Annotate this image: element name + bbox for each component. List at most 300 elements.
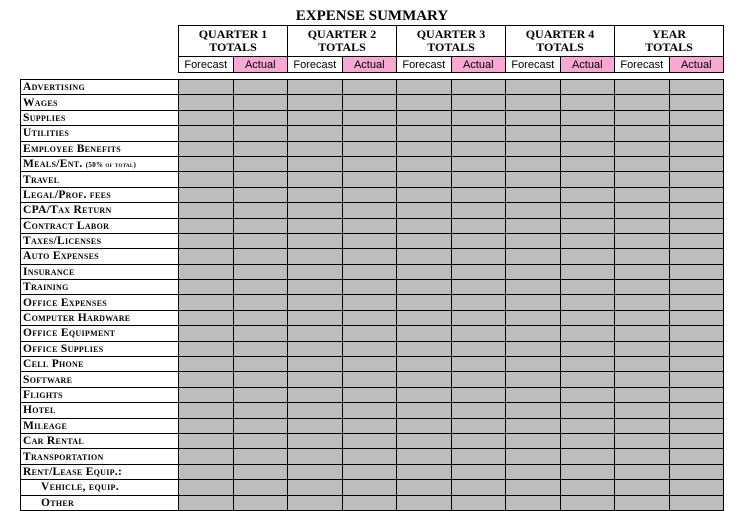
actual-cell[interactable] [451,418,506,433]
actual-cell[interactable] [669,433,724,448]
row-label [21,218,179,233]
forecast-cell[interactable] [288,341,343,356]
actual-cell[interactable] [560,141,615,156]
forecast-cell[interactable] [397,172,452,187]
col-header-line2: TOTALS [427,40,475,54]
actual-cell[interactable] [669,418,724,433]
actual-cell[interactable] [669,95,724,110]
actual-cell[interactable] [233,280,288,295]
forecast-cell[interactable] [179,80,234,95]
forecast-cell[interactable] [615,357,670,372]
actual-cell[interactable] [342,233,397,248]
forecast-cell[interactable] [179,387,234,402]
actual-cell[interactable] [342,387,397,402]
forecast-cell[interactable] [506,110,561,125]
actual-cell[interactable] [560,95,615,110]
actual-cell[interactable] [451,218,506,233]
actual-cell[interactable] [451,433,506,448]
forecast-cell[interactable] [179,264,234,279]
row-label-text: Office Equipment [23,327,116,340]
actual-cell[interactable] [451,341,506,356]
actual-cell[interactable] [669,341,724,356]
actual-cell[interactable] [451,203,506,218]
table-row [21,326,724,341]
actual-cell[interactable] [342,464,397,479]
actual-cell[interactable] [233,387,288,402]
forecast-cell[interactable] [179,357,234,372]
actual-cell[interactable] [560,480,615,495]
forecast-cell[interactable] [615,126,670,141]
forecast-cell[interactable] [288,326,343,341]
table-row [21,418,724,433]
actual-cell[interactable] [451,495,506,510]
actual-cell[interactable] [451,464,506,479]
actual-cell[interactable] [342,80,397,95]
forecast-cell[interactable] [506,233,561,248]
row-label [21,187,179,202]
forecast-cell[interactable] [615,218,670,233]
actual-cell[interactable] [451,387,506,402]
forecast-cell[interactable] [615,372,670,387]
forecast-cell[interactable] [179,280,234,295]
actual-cell[interactable] [560,156,615,171]
forecast-cell[interactable] [615,233,670,248]
forecast-cell[interactable] [179,449,234,464]
actual-cell[interactable] [451,187,506,202]
actual-cell[interactable] [560,172,615,187]
actual-cell[interactable] [342,141,397,156]
forecast-cell[interactable] [506,280,561,295]
forecast-cell[interactable] [397,326,452,341]
actual-cell[interactable] [669,264,724,279]
table-row [21,372,724,387]
forecast-cell[interactable] [288,233,343,248]
forecast-cell[interactable] [615,295,670,310]
actual-cell[interactable] [233,480,288,495]
actual-cell[interactable] [669,126,724,141]
actual-cell[interactable] [669,110,724,125]
actual-cell[interactable] [560,403,615,418]
actual-cell[interactable] [560,218,615,233]
forecast-cell[interactable] [506,495,561,510]
actual-cell[interactable] [342,449,397,464]
forecast-cell[interactable] [397,249,452,264]
forecast-cell[interactable] [179,326,234,341]
forecast-cell[interactable] [506,310,561,325]
actual-cell[interactable] [451,233,506,248]
forecast-cell[interactable] [397,233,452,248]
forecast-cell[interactable] [615,80,670,95]
table-row [21,449,724,464]
row-label [21,264,179,279]
forecast-cell[interactable] [179,218,234,233]
forecast-cell[interactable] [506,403,561,418]
forecast-cell[interactable] [397,403,452,418]
forecast-cell[interactable] [506,187,561,202]
actual-cell[interactable] [233,495,288,510]
actual-cell[interactable] [233,187,288,202]
actual-cell[interactable] [342,156,397,171]
forecast-cell[interactable] [615,480,670,495]
forecast-cell[interactable] [615,156,670,171]
actual-cell[interactable] [669,310,724,325]
actual-cell[interactable] [669,387,724,402]
actual-cell[interactable] [560,372,615,387]
forecast-cell[interactable] [615,203,670,218]
actual-cell[interactable] [233,326,288,341]
actual-cell[interactable] [451,80,506,95]
forecast-cell[interactable] [179,249,234,264]
actual-cell[interactable] [342,264,397,279]
actual-cell[interactable] [233,357,288,372]
forecast-cell[interactable] [397,264,452,279]
forecast-cell[interactable] [179,156,234,171]
actual-cell[interactable] [451,326,506,341]
forecast-cell[interactable] [506,156,561,171]
actual-cell[interactable] [451,280,506,295]
forecast-cell[interactable] [397,433,452,448]
actual-cell[interactable] [560,203,615,218]
forecast-cell[interactable] [506,80,561,95]
forecast-cell[interactable] [397,341,452,356]
forecast-cell[interactable] [615,433,670,448]
actual-cell[interactable] [451,126,506,141]
forecast-cell[interactable] [615,341,670,356]
forecast-cell[interactable] [397,187,452,202]
forecast-cell[interactable] [506,326,561,341]
row-label [21,357,179,372]
forecast-cell[interactable] [179,310,234,325]
actual-cell[interactable] [342,403,397,418]
forecast-cell[interactable] [288,95,343,110]
forecast-cell[interactable] [179,95,234,110]
forecast-cell[interactable] [397,449,452,464]
forecast-cell[interactable] [506,295,561,310]
actual-cell[interactable] [560,495,615,510]
forecast-cell[interactable] [506,341,561,356]
actual-cell[interactable] [669,280,724,295]
actual-cell[interactable] [560,326,615,341]
forecast-cell[interactable] [288,126,343,141]
forecast-cell[interactable] [506,249,561,264]
actual-cell[interactable] [233,233,288,248]
forecast-cell[interactable] [615,464,670,479]
forecast-cell[interactable] [179,372,234,387]
actual-cell[interactable] [560,418,615,433]
row-label [21,418,179,433]
actual-cell[interactable] [233,172,288,187]
actual-cell[interactable] [451,480,506,495]
forecast-cell[interactable] [288,495,343,510]
actual-cell[interactable] [669,464,724,479]
actual-cell[interactable] [342,280,397,295]
actual-cell[interactable] [342,418,397,433]
forecast-cell[interactable] [397,218,452,233]
forecast-cell[interactable] [288,172,343,187]
forecast-cell[interactable] [179,418,234,433]
forecast-cell[interactable] [397,295,452,310]
forecast-cell[interactable] [506,464,561,479]
actual-cell[interactable] [669,172,724,187]
actual-cell[interactable] [669,80,724,95]
actual-cell[interactable] [560,464,615,479]
forecast-cell[interactable] [506,264,561,279]
row-label [21,233,179,248]
actual-cell[interactable] [233,203,288,218]
actual-cell[interactable] [560,264,615,279]
actual-cell[interactable] [233,341,288,356]
forecast-cell[interactable] [397,387,452,402]
row-label-text: Utilities [23,127,70,140]
actual-cell[interactable] [342,203,397,218]
forecast-cell[interactable] [506,449,561,464]
forecast-cell[interactable] [506,372,561,387]
forecast-cell[interactable] [506,141,561,156]
forecast-cell[interactable] [288,464,343,479]
forecast-cell[interactable] [179,172,234,187]
actual-cell[interactable] [560,187,615,202]
row-label [21,110,179,125]
actual-cell[interactable] [342,495,397,510]
forecast-cell[interactable] [288,403,343,418]
forecast-cell[interactable] [615,495,670,510]
actual-cell[interactable] [560,357,615,372]
forecast-cell[interactable] [397,480,452,495]
actual-cell[interactable] [560,80,615,95]
actual-cell[interactable] [669,326,724,341]
forecast-cell[interactable] [288,218,343,233]
forecast-cell[interactable] [615,280,670,295]
forecast-cell[interactable] [615,403,670,418]
actual-cell[interactable] [451,264,506,279]
forecast-cell[interactable] [288,387,343,402]
actual-cell[interactable] [342,95,397,110]
forecast-cell[interactable] [615,187,670,202]
forecast-cell[interactable] [397,80,452,95]
forecast-cell[interactable] [179,495,234,510]
actual-cell[interactable] [233,80,288,95]
table-row [21,233,724,248]
actual-cell[interactable] [669,233,724,248]
forecast-cell[interactable] [506,218,561,233]
actual-cell[interactable] [669,156,724,171]
actual-cell[interactable] [669,203,724,218]
forecast-cell[interactable] [288,110,343,125]
forecast-cell[interactable] [615,172,670,187]
actual-cell[interactable] [233,433,288,448]
forecast-cell[interactable] [397,418,452,433]
actual-cell[interactable] [560,249,615,264]
forecast-cell[interactable] [615,326,670,341]
actual-cell[interactable] [233,310,288,325]
row-label [21,326,179,341]
forecast-cell[interactable] [506,95,561,110]
actual-cell[interactable] [451,403,506,418]
actual-cell[interactable] [451,249,506,264]
actual-cell[interactable] [342,357,397,372]
actual-cell[interactable] [233,403,288,418]
forecast-cell[interactable] [615,310,670,325]
actual-cell[interactable] [669,449,724,464]
forecast-cell[interactable] [288,357,343,372]
row-label-text: Wages [23,96,58,109]
forecast-cell[interactable] [288,433,343,448]
actual-cell[interactable] [342,341,397,356]
actual-cell[interactable] [233,264,288,279]
actual-cell[interactable] [342,480,397,495]
actual-cell[interactable] [560,341,615,356]
forecast-cell[interactable] [397,357,452,372]
actual-cell[interactable] [233,126,288,141]
forecast-cell[interactable] [615,387,670,402]
actual-cell[interactable] [342,187,397,202]
actual-cell[interactable] [233,218,288,233]
actual-cell[interactable] [342,110,397,125]
forecast-cell[interactable] [288,141,343,156]
forecast-cell[interactable] [397,464,452,479]
actual-cell[interactable] [342,310,397,325]
forecast-cell[interactable] [615,264,670,279]
forecast-cell[interactable] [506,433,561,448]
forecast-cell[interactable] [288,480,343,495]
forecast-cell[interactable] [288,280,343,295]
actual-cell[interactable] [342,372,397,387]
forecast-cell[interactable] [288,264,343,279]
forecast-cell[interactable] [288,418,343,433]
actual-cell[interactable] [233,295,288,310]
forecast-cell[interactable] [288,156,343,171]
actual-cell[interactable] [451,110,506,125]
actual-cell[interactable] [669,187,724,202]
forecast-cell[interactable] [506,480,561,495]
actual-cell[interactable] [669,141,724,156]
actual-cell[interactable] [233,464,288,479]
forecast-cell[interactable] [615,418,670,433]
forecast-cell[interactable] [179,480,234,495]
forecast-cell[interactable] [615,141,670,156]
forecast-cell[interactable] [506,387,561,402]
forecast-cell[interactable] [179,341,234,356]
actual-cell[interactable] [233,110,288,125]
forecast-cell[interactable] [179,295,234,310]
table-row [21,172,724,187]
actual-cell[interactable] [669,249,724,264]
actual-cell[interactable] [560,110,615,125]
forecast-cell[interactable] [397,110,452,125]
forecast-cell[interactable] [288,203,343,218]
actual-cell[interactable] [451,156,506,171]
forecast-cell[interactable] [615,110,670,125]
actual-cell[interactable] [233,156,288,171]
actual-cell[interactable] [560,126,615,141]
forecast-cell[interactable] [397,495,452,510]
forecast-cell[interactable] [179,403,234,418]
forecast-cell[interactable] [397,372,452,387]
actual-cell[interactable] [451,372,506,387]
actual-cell[interactable] [233,449,288,464]
forecast-cell[interactable] [179,110,234,125]
actual-cell[interactable] [669,218,724,233]
forecast-cell[interactable] [397,141,452,156]
actual-cell[interactable] [451,449,506,464]
actual-cell[interactable] [451,357,506,372]
actual-cell[interactable] [560,310,615,325]
actual-cell[interactable] [342,218,397,233]
forecast-cell[interactable] [615,449,670,464]
actual-cell[interactable] [669,372,724,387]
forecast-cell[interactable] [288,249,343,264]
actual-cell[interactable] [669,403,724,418]
actual-cell[interactable] [233,249,288,264]
forecast-cell[interactable] [179,433,234,448]
col-header-line1: QUARTER 2 [307,27,377,41]
forecast-cell[interactable] [397,280,452,295]
forecast-cell[interactable] [179,203,234,218]
actual-cell[interactable] [233,141,288,156]
actual-cell[interactable] [560,280,615,295]
actual-cell[interactable] [342,433,397,448]
spacer-cell [179,73,724,80]
forecast-cell[interactable] [179,126,234,141]
actual-cell[interactable] [669,357,724,372]
forecast-cell[interactable] [615,249,670,264]
actual-cell[interactable] [451,141,506,156]
actual-cell[interactable] [233,372,288,387]
forecast-cell[interactable] [506,126,561,141]
forecast-cell[interactable] [397,310,452,325]
forecast-cell[interactable] [506,418,561,433]
forecast-cell[interactable] [179,233,234,248]
actual-cell[interactable] [669,480,724,495]
forecast-cell[interactable] [288,310,343,325]
forecast-cell[interactable] [397,156,452,171]
forecast-cell[interactable] [288,295,343,310]
actual-cell[interactable] [451,295,506,310]
actual-cell[interactable] [669,495,724,510]
forecast-cell[interactable] [506,203,561,218]
actual-cell[interactable] [342,249,397,264]
forecast-cell[interactable] [179,464,234,479]
forecast-cell[interactable] [397,126,452,141]
forecast-cell[interactable] [615,95,670,110]
actual-cell[interactable] [560,233,615,248]
actual-cell[interactable] [342,172,397,187]
forecast-cell[interactable] [288,449,343,464]
actual-cell[interactable] [342,295,397,310]
actual-cell[interactable] [451,310,506,325]
actual-cell[interactable] [669,295,724,310]
forecast-cell[interactable] [397,203,452,218]
actual-cell[interactable] [560,295,615,310]
forecast-cell[interactable] [506,357,561,372]
actual-cell[interactable] [560,433,615,448]
actual-cell[interactable] [451,172,506,187]
actual-cell[interactable] [342,126,397,141]
actual-cell[interactable] [233,418,288,433]
forecast-cell[interactable] [288,80,343,95]
actual-cell[interactable] [342,326,397,341]
actual-cell[interactable] [560,387,615,402]
forecast-cell[interactable] [506,172,561,187]
actual-cell[interactable] [233,95,288,110]
forecast-cell[interactable] [179,187,234,202]
forecast-cell[interactable] [288,372,343,387]
forecast-cell[interactable] [179,141,234,156]
actual-cell[interactable] [560,449,615,464]
actual-cell[interactable] [451,95,506,110]
forecast-cell[interactable] [397,95,452,110]
forecast-cell[interactable] [288,187,343,202]
